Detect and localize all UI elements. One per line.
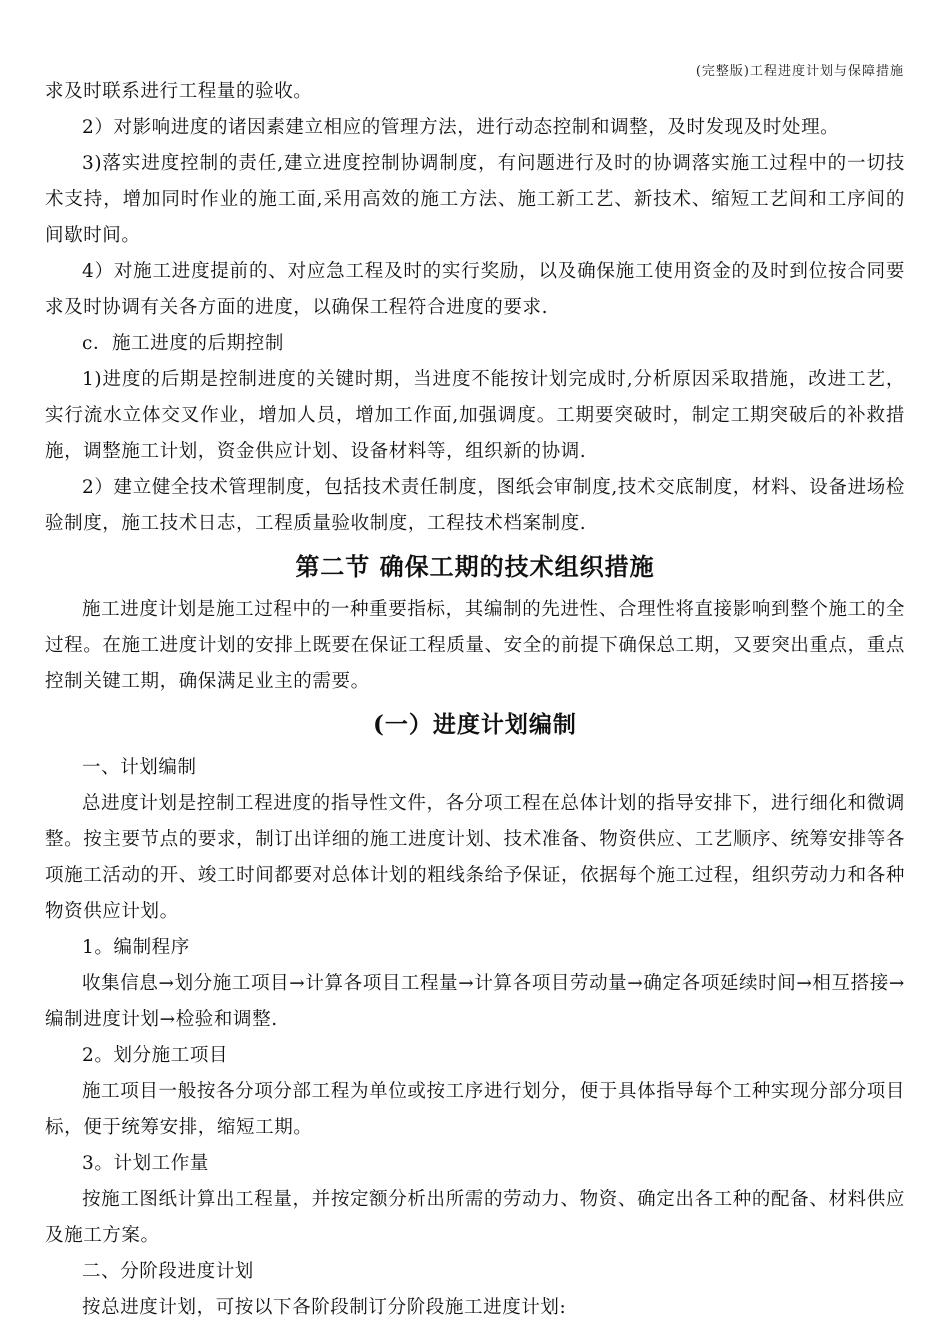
running-header: (完整版)工程进度计划与保障措施 [695,64,904,79]
step2-heading: 2。划分施工项目 [82,1045,229,1066]
list-item-3: 3)落实进度控制的责任,建立进度控制协调制度，有问题进行及时的协调落实施工过程中的一切技术支持，增加同时作业的施工面,采用高效的施工方法、施工新工艺、新技术、缩短工艺间和工序间的间歇时间。 [45,153,905,246]
section-title: 第二节 确保工期的技术组织措施 [295,552,655,581]
step3-heading: 3。计划工作量 [82,1153,209,1174]
subheading-c: c．施工进度的后期控制 [82,333,284,354]
plan-heading: 一、计划编制 [82,757,197,778]
step3-text: 按施工图纸计算出工程量，并按定额分析出所需的劳动力、物资、确定出各工种的配备、材料供应及施工方案。 [45,1189,905,1246]
phase-heading: 二、分阶段进度计划 [82,1261,254,1282]
subsection-title: (一）进度计划编制 [373,711,577,738]
step1-heading: 1。编制程序 [82,937,190,958]
list-item-2: 2）对影响进度的诸因素建立相应的管理方法，进行动态控制和调整，及时发现及时处理。 [82,117,840,138]
list-item-4: 4）对施工进度提前的、对应急工程及时的实行奖励，以及确保施工使用资金的及时到位按合同要求及时协调有关各方面的进度，以确保工程符合进度的要求. [45,261,905,318]
step2-text: 施工项目一般按各分项分部工程为单位或按工序进行划分，便于具体指导每个工种实现分部分项目标，便于统筹安排，缩短工期。 [45,1081,905,1138]
phase-text: 按总进度计划，可按以下各阶段制订分阶段施工进度计划: [82,1297,567,1318]
section-intro: 施工进度计划是施工过程中的一种重要指标，其编制的先进性、合理性将直接影响到整个施工的全过程。在施工进度计划的安排上既要在保证工程质量、安全的前提下确保总工期，又要突出重点，重点控制关键工期，确保满足业主的需要。 [45,599,905,692]
late-control-item-2: 2）建立健全技术管理制度，包括技术责任制度，图纸会审制度,技术交底制度，材料、设备进场检验制度，施工技术日志，工程质量验收制度，工程技术档案制度. [45,477,905,534]
step1-text: 收集信息→划分施工项目→计算各项目工程量→计算各项目劳动量→确定各项延续时间→相互搭接→编制进度计划→检验和调整. [45,973,905,1030]
document-body [45,74,905,1326]
continuation-paragraph: 求及时联系进行工程量的验收。 [45,81,313,102]
late-control-item-1: 1)进度的后期是控制进度的关键时期，当进度不能按计划完成时,分析原因采取措施，改进工艺，实行流水立体交叉作业，增加人员，增加工作面,加强调度。工期要突破时，制定工期突破后的补救措施，调整施工计划，资金供应计划、设备材料等，组织新的协调. [45,369,905,462]
plan-text: 总进度计划是控制工程进度的指导性文件，各分项工程在总体计划的指导安排下，进行细化和微调整。按主要节点的要求，制订出详细的施工进度计划、技术准备、物资供应、工艺顺序、统筹安排等各项施工活动的开、竣工时间都要对总体计划的粗线条给予保证，依据每个施工过程，组织劳动力和各种物资供应计划。 [45,793,905,922]
